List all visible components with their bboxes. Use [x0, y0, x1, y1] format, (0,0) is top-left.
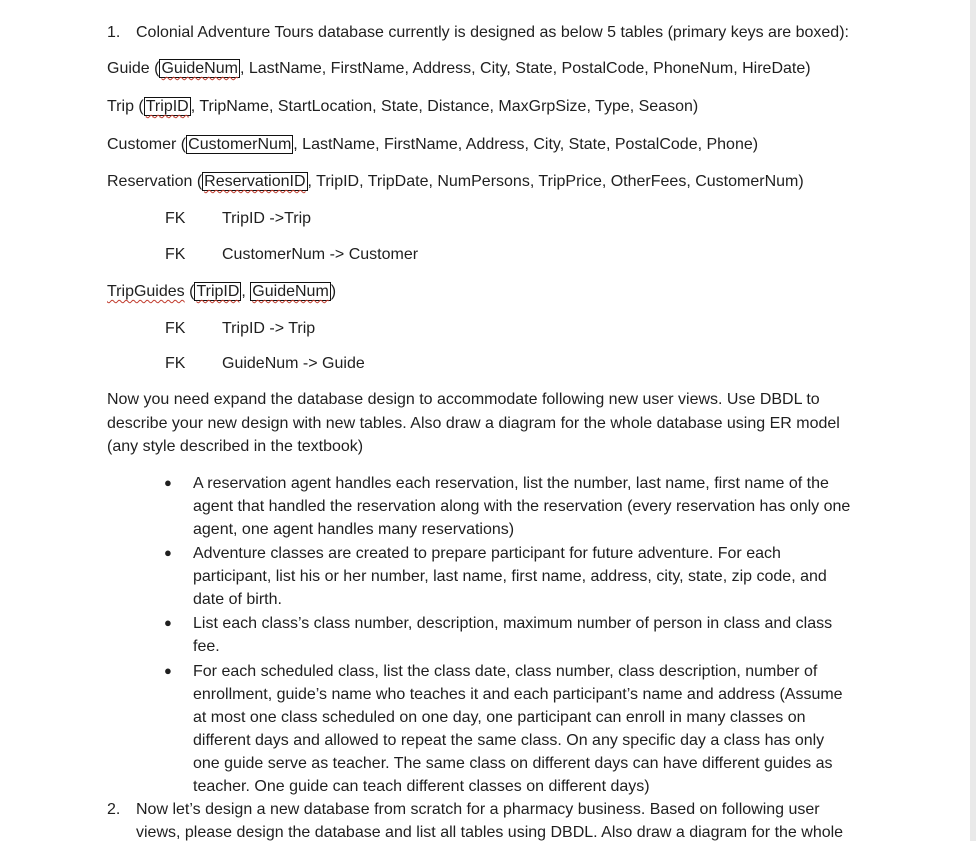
reservation-pk: ReservationID: [204, 173, 306, 190]
fk-value: TripID ->Trip: [222, 210, 312, 227]
bullet-icon: ●: [164, 615, 172, 630]
fk-label: FK: [165, 320, 186, 337]
fk-value: CustomerNum -> Customer: [222, 246, 419, 263]
customer-table-line: Customer ( CustomerNum , LastName, FirstName, Address, City, State, PostalCode, Phone): [107, 136, 759, 153]
trip-pk: TripID: [145, 98, 189, 115]
trip-table-line: Trip ( TripID , TripName, StartLocation, State, Distance, MaxGrpSize, Type, Season): [107, 98, 699, 115]
guide-attrs: LastName, FirstName, Address, City, State, PostalCode, PhoneNum, HireDate: [248, 60, 806, 77]
q1-number: 1.: [107, 24, 121, 41]
reservation-table-line: Reservation ( ReservationID , TripID, TripDate, NumPersons, TripPrice, OtherFees, CustomerNum): [107, 173, 804, 190]
fk-label: FK: [165, 355, 186, 372]
tripguides-table-name: TripGuides: [107, 283, 185, 300]
customer-table-name: Customer: [107, 136, 177, 153]
q1-instructions: Now you need expand the database design to accommodate following new user views. Use DBDL to describe your new design with new tables. Also draw a diagram for the whole database using ER model (any style described in the textbook): [107, 391, 840, 455]
tripguides-table-line: TripGuides ( TripID , GuideNum ): [107, 283, 337, 300]
tripguides-pk-guidenum: GuideNum: [252, 283, 329, 300]
bullet-item-1: A reservation agent handles each reservation, list the number, last name, first name of the agent that handled the reservation along with the reservation (every reservation has only one agent, one agent handles many reservations): [193, 475, 851, 538]
customer-pk: CustomerNum: [188, 136, 292, 153]
trip-attrs: TripName, StartLocation, State, Distance, MaxGrpSize, Type, Season: [199, 98, 693, 115]
window-edge: [970, 0, 976, 841]
q2-text-1: Now let’s design a new database from scratch for a pharmacy business. Based on following user: [136, 801, 820, 818]
fk-label: FK: [165, 210, 186, 227]
customer-attrs: LastName, FirstName, Address, City, State, PostalCode, Phone: [302, 136, 753, 153]
bullet-item-4: For each scheduled class, list the class date, class number, class description, number of enrollment, guide’s name who teaches it and each participant’s name and address (Assume at most one class scheduled on one day, one participant can enroll in many classes on different days and allowed to repeat the same class. On any specific day a class has only one guide serve as teacher. The same class on different days can have different guides as teacher. One guide can teach different classes on different days): [193, 663, 843, 795]
reservation-attrs: TripID, TripDate, NumPersons, TripPrice, OtherFees, CustomerNum: [316, 173, 799, 190]
fk-value: TripID -> Trip: [222, 320, 316, 337]
q2-text-2: views, please design the database and list all tables using DBDL. Also draw a diagram for the whole: [136, 824, 844, 841]
fk-label: FK: [165, 246, 186, 263]
fk-value: GuideNum -> Guide: [222, 355, 365, 372]
bullet-icon: ●: [164, 545, 172, 560]
q2-number: 2.: [107, 801, 121, 818]
guide-pk: GuideNum: [161, 60, 238, 77]
bullet-item-3: List each class’s class number, description, maximum number of person in class and class fee.: [193, 615, 833, 655]
bullet-icon: ●: [164, 663, 172, 678]
bullet-icon: ●: [164, 475, 172, 490]
guide-table-line: Guide ( GuideNum , LastName, FirstName, Address, City, State, PostalCode, PhoneNum, HireDate): [107, 60, 811, 77]
trip-table-name: Trip: [107, 98, 134, 115]
bullet-item-2: Adventure classes are created to prepare participant for future adventure. For each participant, list his or her number, last name, first name, address, city, state, zip code, and date of birth.: [193, 545, 827, 608]
tripguides-pk-tripid: TripID: [196, 283, 240, 300]
guide-table-name: Guide: [107, 60, 150, 77]
q1-intro: Colonial Adventure Tours database currently is designed as below 5 tables (primary keys are boxed):: [136, 24, 849, 41]
reservation-table-name: Reservation: [107, 173, 193, 190]
